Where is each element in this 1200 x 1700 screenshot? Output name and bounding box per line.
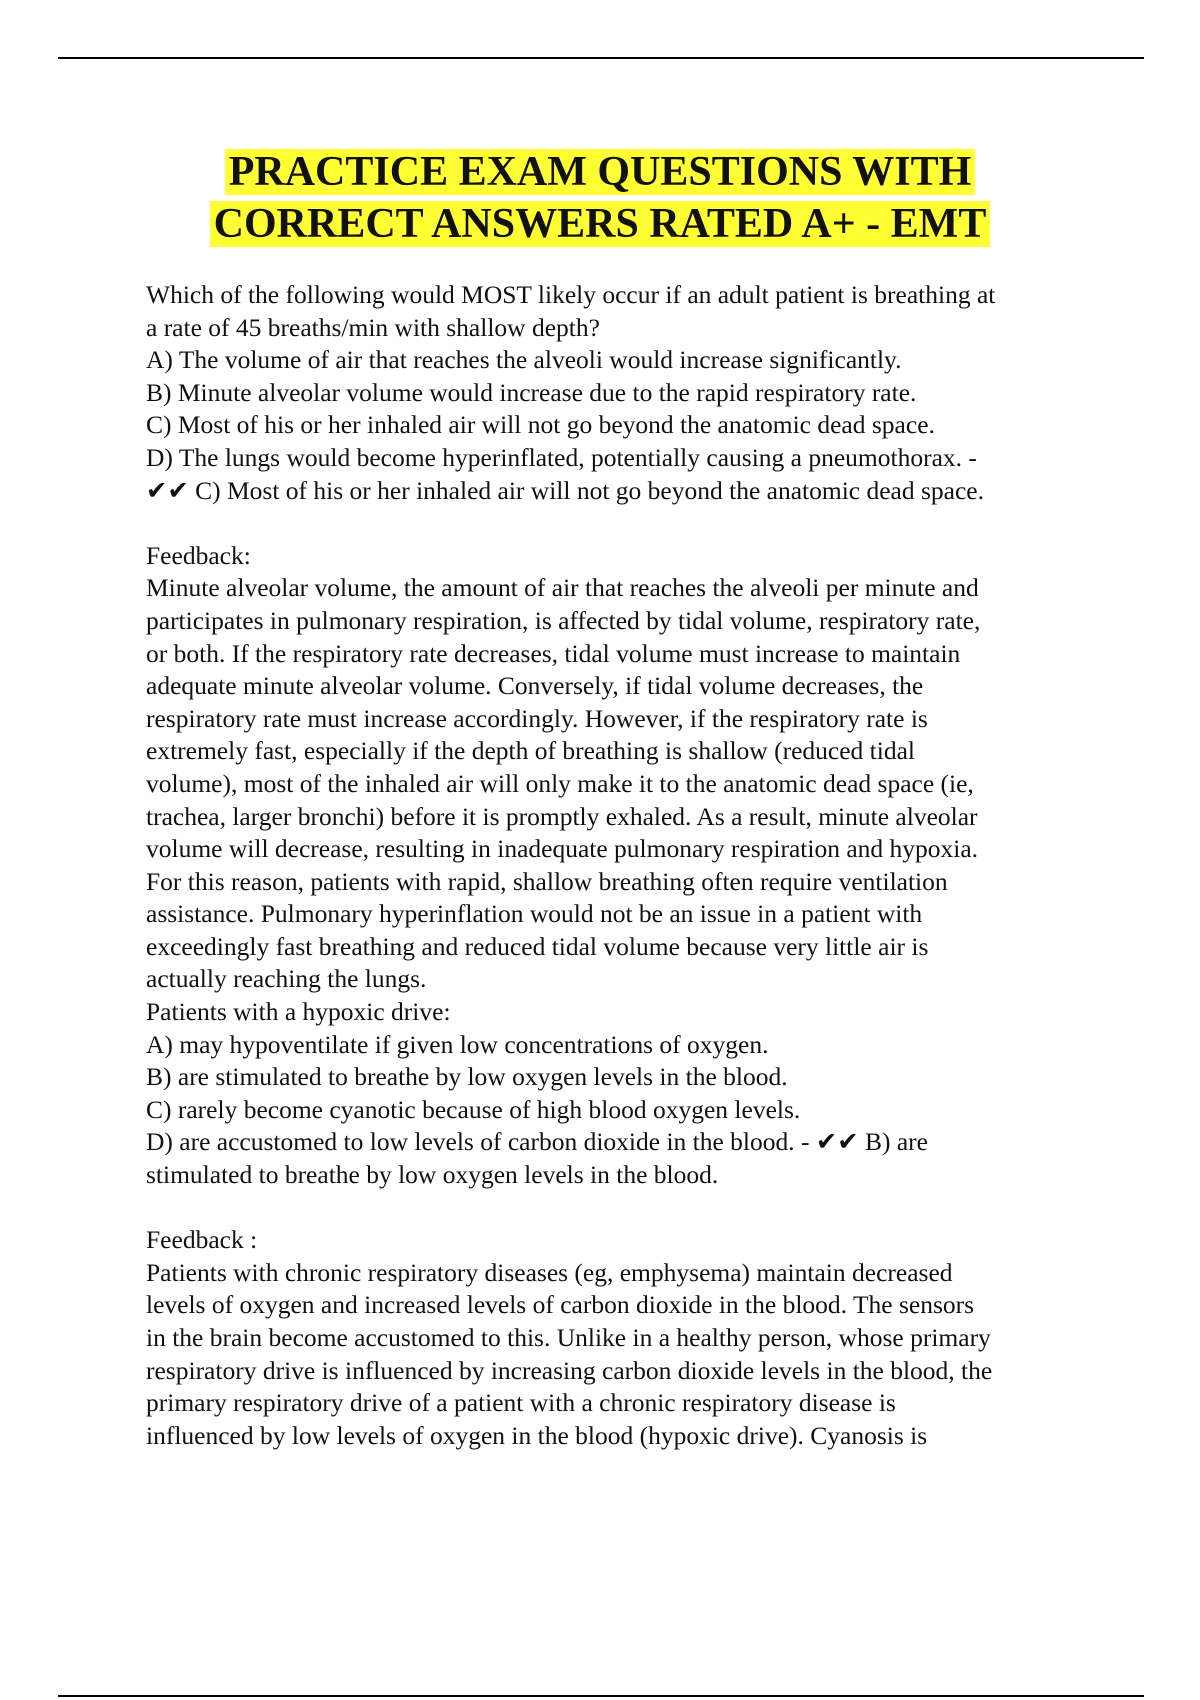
text-line: stimulated to breathe by low oxygen levels in the blood. [146, 1160, 719, 1190]
text-line: Patients with a hypoxic drive: [146, 997, 451, 1027]
document-body [146, 279, 1096, 1452]
text-line: B) are stimulated to breathe by low oxygen levels in the blood. [146, 1062, 788, 1092]
text-line: respiratory drive is influenced by increasing carbon dioxide levels in the blood, the [146, 1355, 993, 1385]
text-line: volume), most of the inhaled air will only make it to the anatomic dead space (ie, [146, 768, 974, 798]
text-line: levels of oxygen and increased levels of carbon dioxide in the blood. The sensors [146, 1290, 975, 1320]
title-line-1: PRACTICE EXAM QUESTIONS WITH [225, 149, 976, 195]
text-line: Patients with chronic respiratory diseases (eg, emphysema) maintain decreased [146, 1257, 953, 1287]
text-line: Minute alveolar volume, the amount of air that reaches the alveoli per minute and [146, 573, 979, 603]
text-line: a rate of 45 breaths/min with shallow depth? [146, 312, 600, 342]
bottom-rule [58, 1695, 1144, 1697]
text-line: adequate minute alveolar volume. Conversely, if tidal volume decreases, the [146, 671, 924, 701]
text-line: respiratory rate must increase accordingly. However, if the respiratory rate is [146, 703, 928, 733]
text-line: A) may hypoventilate if given low concentrations of oxygen. [146, 1029, 769, 1059]
paragraph-gap [146, 1192, 1096, 1225]
text-line: extremely fast, especially if the depth of breathing is shallow (reduced tidal [146, 736, 915, 766]
text-line: ✔✔ C) Most of his or her inhaled air will not go beyond the anatomic dead space. [146, 475, 984, 505]
text-line: Feedback : [146, 1225, 258, 1255]
paragraph-gap [146, 507, 1096, 540]
top-rule [58, 57, 1144, 59]
text-line: C) rarely become cyanotic because of high blood oxygen levels. [146, 1094, 801, 1124]
text-line: For this reason, patients with rapid, shallow breathing often require ventilation [146, 866, 948, 896]
text-line: trachea, larger bronchi) before it is promptly exhaled. As a result, minute alveolar [146, 801, 978, 831]
text-line: assistance. Pulmonary hyperinflation would not be an issue in a patient with [146, 899, 923, 929]
text-line: participates in pulmonary respiration, is affected by tidal volume, respiratory rate, [146, 605, 981, 635]
text-line: Feedback: [146, 540, 251, 570]
text-line: or both. If the respiratory rate decreases, tidal volume must increase to maintain [146, 638, 961, 668]
text-line: D) are accustomed to low levels of carbon dioxide in the blood. - ✔✔ B) are [146, 1127, 928, 1157]
text-line: actually reaching the lungs. [146, 964, 427, 994]
text-line: B) Minute alveolar volume would increase due to the rapid respiratory rate. [146, 377, 917, 407]
text-line: Which of the following would MOST likely occur if an adult patient is breathing at [146, 280, 996, 309]
text-line: volume will decrease, resulting in inadequate pulmonary respiration and hypoxia. [146, 834, 979, 864]
text-line: C) Most of his or her inhaled air will not go beyond the anatomic dead space. [146, 410, 935, 440]
document-title [0, 146, 1200, 250]
text-line: in the brain become accustomed to this. Unlike in a healthy person, whose primary [146, 1323, 991, 1352]
text-line: influenced by low levels of oxygen in the blood (hypoxic drive). Cyanosis is [146, 1420, 928, 1450]
text-line: A) The volume of air that reaches the alveoli would increase significantly. [146, 345, 902, 375]
title-line-2: CORRECT ANSWERS RATED A+ - EMT [210, 201, 991, 247]
text-line: D) The lungs would become hyperinflated, potentially causing a pneumothorax. - [146, 442, 977, 472]
text-line: exceedingly fast breathing and reduced tidal volume because very little air is [146, 931, 929, 961]
text-line: primary respiratory drive of a patient with a chronic respiratory disease is [146, 1388, 896, 1418]
